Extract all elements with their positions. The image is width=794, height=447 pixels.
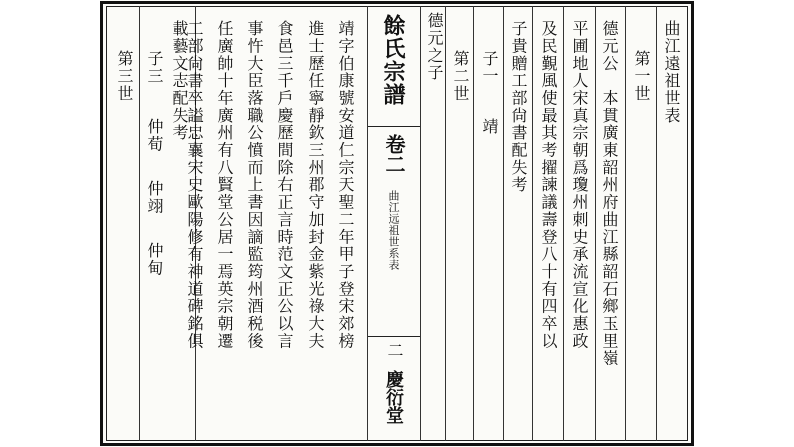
biography-column-6: 進士歷任寧靜欽三州郡守加封金紫光祿大夫 xyxy=(306,20,325,350)
generation-3-label: 第三世 xyxy=(115,50,134,103)
sons-label: 子三 xyxy=(145,50,164,85)
biography-column-7: 食邑三千戶慶歷間除右正言時范文正公以言 xyxy=(275,20,294,350)
section-title: 曲江远祖世系表 xyxy=(387,190,400,271)
biography-column-9: 任廣帥十年廣州有八賢堂公居一焉英宗朝遷 xyxy=(215,20,234,350)
page-number: 二 xyxy=(385,342,404,358)
column-rule xyxy=(563,6,564,441)
column-rule xyxy=(595,6,596,441)
biography-column-1: 德元公 本貫廣東韶州府曲江縣韶石鄉玉里嶺 xyxy=(600,20,619,367)
biography-column-2: 平圃地人宋真宗朝爲瓊州刺史承流宣化惠政 xyxy=(570,20,589,350)
son-name: 靖 xyxy=(480,118,499,136)
spine-rule-right xyxy=(420,6,421,441)
book-title: 餘氏宗譜 xyxy=(380,14,406,106)
biography-column-11: 載藝文志配失考 xyxy=(170,20,189,142)
lineage-note: 德元之子 xyxy=(425,12,444,82)
column-rule xyxy=(139,6,140,441)
column-rule xyxy=(445,6,446,441)
biography-column-10: 工部尙書卒謚忠襄宋史歐陽修有神道碑銘俱 xyxy=(185,20,204,350)
son-name-2: 仲翊 xyxy=(145,180,164,215)
column-rule xyxy=(473,6,474,441)
spine-marker xyxy=(368,126,420,127)
spine-marker xyxy=(368,336,420,337)
biography-column-4: 子貴贈工部尙書配失考 xyxy=(509,20,528,194)
publisher-hall: 慶衍堂 xyxy=(383,370,404,424)
biography-column-3: 及民覲風使最其考擢諫議壽登八十有四卒以 xyxy=(539,20,558,350)
table-heading: 曲江遠祖世表 xyxy=(662,20,681,125)
column-rule xyxy=(532,6,533,441)
generation-1-label: 第一世 xyxy=(632,50,651,103)
column-rule xyxy=(503,6,504,441)
son-name-1: 仲荀 xyxy=(145,118,164,153)
spine-rule-left xyxy=(367,6,368,441)
son-label: 子一 xyxy=(480,50,499,85)
volume-label: 卷二 xyxy=(382,134,406,174)
son-name-3: 仲甸 xyxy=(145,242,164,277)
biography-column-8: 事忤大臣落職公憤而上書因謫監筠州酒税後 xyxy=(245,20,264,350)
biography-column-5: 靖字伯康號安道仁宗天聖二年甲子登宋郊榜 xyxy=(336,20,355,350)
column-rule xyxy=(625,6,626,441)
column-rule xyxy=(656,6,657,441)
generation-2-label: 第二世 xyxy=(451,50,470,103)
